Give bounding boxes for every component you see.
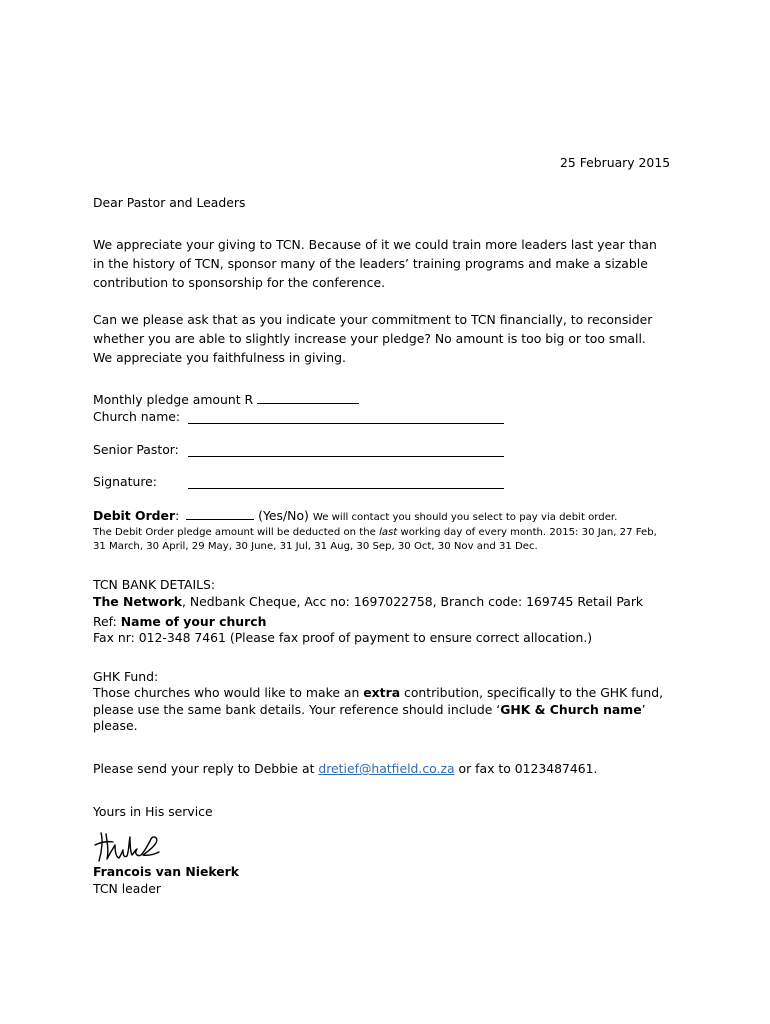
pledge-amount-field[interactable] (257, 389, 359, 404)
ghk-line2-post: ’ (641, 702, 646, 717)
debit-order-label: Debit Order (93, 508, 176, 523)
ref-value: Name of your church (120, 614, 267, 629)
para1-line3: contribution to sponsorship for the conference. (93, 275, 386, 290)
bank-account-name: The Network (93, 594, 182, 609)
reply-line (93, 760, 598, 779)
debit-info-italic: last (379, 527, 398, 538)
bank-account-details: , Nedbank Cheque, Acc no: 1697022758, Branch code: 169745 Retail Park (182, 594, 644, 609)
signature-image (93, 825, 163, 867)
signature-field[interactable] (188, 474, 504, 489)
ghk-line2 (93, 701, 646, 720)
valediction: Yours in His service (93, 804, 213, 819)
pastor-row (93, 441, 179, 460)
ghk-line1-post: contribution, specifically to the GHK fund, (400, 685, 664, 700)
signatory-name: Francois van Niekerk (93, 864, 240, 879)
bank-details (93, 593, 643, 612)
ghk-line1-pre: Those churches who would like to make an (93, 685, 364, 700)
para2-line2: whether you are able to slightly increase your pledge? No amount is too big or too small. (93, 331, 646, 346)
debit-order-field[interactable] (186, 505, 254, 520)
pledge-label: Monthly pledge amount R (93, 392, 254, 407)
senior-pastor-field[interactable] (188, 442, 504, 457)
bank-heading: TCN BANK DETAILS: (93, 577, 216, 592)
email-link[interactable]: dretief@hatfield.co.za (318, 761, 455, 776)
reply-pre: Please send your reply to Debbie at (93, 761, 319, 776)
church-label: Church name: (93, 409, 181, 424)
ghk-heading: GHK Fund: (93, 669, 159, 684)
signature-row (93, 473, 157, 492)
salutation: Dear Pastor and Leaders (93, 195, 246, 210)
signatory-title: TCN leader (93, 881, 161, 896)
signature-label: Signature: (93, 474, 157, 489)
church-row (93, 408, 180, 427)
para2-line3: We appreciate you faithfulness in giving. (93, 350, 346, 365)
pledge-row (93, 389, 359, 410)
debit-order-note: We will contact you should you select to pay via debit order. (312, 512, 618, 523)
ghk-line1 (93, 684, 663, 703)
para1-line1: We appreciate your giving to TCN. Because of it we could train more leaders last year than (93, 237, 657, 252)
debit-order-colon: : (175, 508, 180, 523)
debit-info-pre: The Debit Order pledge amount will be deducted on the (93, 527, 380, 538)
ghk-line2-bold: GHK & Church name (500, 702, 642, 717)
para1-line2: in the history of TCN, sponsor many of the leaders’ training programs and make a sizable (93, 256, 648, 271)
ghk-line1-bold: extra (363, 685, 401, 700)
bank-fax: Fax nr: 012-348 7461 (Please fax proof of payment to ensure correct allocation.) (93, 630, 593, 645)
debit-info-line2: 31 March, 30 April, 29 May, 30 June, 31 Jul, 31 Aug, 30 Sep, 30 Oct, 30 Nov and 31 Dec. (93, 541, 538, 552)
church-name-field[interactable] (188, 409, 504, 424)
ref-label: Ref: (93, 614, 121, 629)
pastor-label: Senior Pastor: (93, 442, 179, 457)
debit-order-row (93, 505, 617, 526)
debit-info-post: working day of every month. 2015: 30 Jan, 27 Feb, (397, 527, 657, 538)
letter-date: 25 February 2015 (560, 155, 671, 170)
ghk-line3: please. (93, 718, 138, 733)
reply-post: or fax to 0123487461. (454, 761, 598, 776)
para2-line1: Can we please ask that as you indicate your commitment to TCN financially, to reconsider (93, 312, 653, 327)
debit-info-line1 (93, 526, 657, 541)
debit-yes-no: (Yes/No) (258, 508, 309, 523)
ghk-line2-pre: please use the same bank details. Your reference should include ‘ (93, 702, 501, 717)
